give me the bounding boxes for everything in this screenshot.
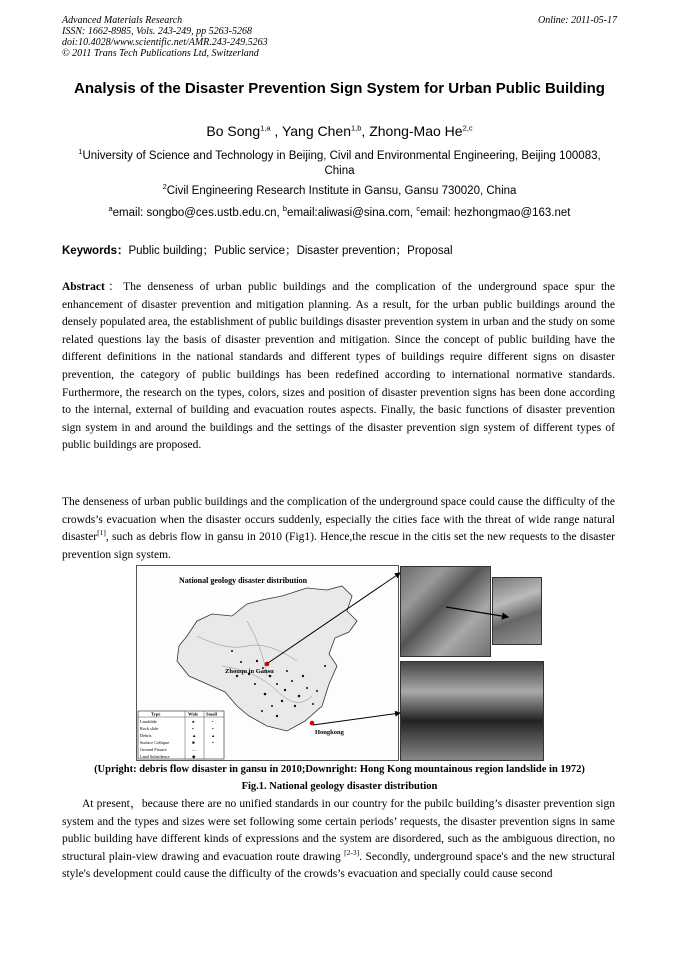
legend-small: ▴	[212, 733, 215, 738]
abstract-label: Abstract	[62, 281, 105, 293]
legend-wide: ◆	[192, 754, 196, 759]
body-text-1: At present，because there are no unified standards in our country for the pubilc building’s disaster prevention sign system and the types and sizes were set following some certain periods’ requests, the disaster prevention signs in same public building have different kinds of expressions and the system are disordered, such as the ambiguous direction, no structural plain-view drawing and evacuation route drawing	[62, 798, 615, 863]
arrow-to-gansu-photo	[268, 573, 400, 663]
legend-wide: —	[192, 747, 197, 752]
abstract	[62, 279, 615, 455]
affiliation-text: Civil Engineering Research Institute in Gansu, Gansu 730020, China	[166, 185, 517, 197]
legend-type: Ground Fissure	[140, 747, 167, 752]
author-sup: 1,a	[260, 123, 271, 133]
body-text-2: . Secondly, underground space's and the new structural style's development could cause the difficulty of the crowds’s evacuation and specially could cause second	[62, 850, 616, 881]
citation-ref[interactable]: [2-3]	[344, 847, 360, 857]
abstract-text: The denseness of urban public buildings and the complication of the underground space spur the enhancement of disaster prevention and mitigation planning. As a result, for the urban public buildings around the densely populated area, the establishment of public buildings disaster prevention system in urban and the study on some related questions lay the basis of disaster prevention and mitigation. Since the concept of public building have the different definitions in the national standards and different types of buildings require different signs on disaster prevention, the category of public buildings has been redefined according to international normative standards. Furthermore, the research on the types, colors, sizes and position of disaster prevention signs has been done according to the internal, external of building and evacuation routes aspects. Finally, the basic functions of disaster prevention sign system in and around the buildings and the settings of the disaster prevention sign system of different types of public buildings are proposed.	[62, 281, 615, 452]
intro-text-2: , such as debris flow in gansu in 2010 (Fig1). Hence,the rescue in the citis set the new requests to the disaster prevention sign system.	[62, 531, 615, 561]
author-sup: 2,c	[462, 123, 473, 133]
legend-type: Landslide	[140, 719, 157, 724]
legend-header-cell: Small	[206, 711, 218, 717]
journal-name: Advanced Materials Research	[62, 15, 183, 26]
author-separator: ,	[361, 123, 370, 139]
map-title: National geology disaster distribution	[179, 576, 308, 585]
affiliation-2	[62, 184, 617, 199]
keywords-text: Public building；Public service；Disaster prevention；Proposal	[128, 245, 453, 257]
email-c[interactable]: email: hezhongmao@163.net	[420, 207, 571, 219]
author-name: Zhong-Mao He	[369, 123, 463, 139]
intro-text-1: The denseness of urban public buildings and the complication of the underground space could cause the difficulty of the crowds’s evacuation when the disaster occurs suddenly, especially the cities face with the threat of wide range natural disaster	[62, 496, 615, 544]
author-sup: 1,b	[350, 123, 362, 133]
affiliation-sup: 1	[78, 147, 83, 157]
figure-subcaption: (Upright: debris flow disaster in gansu in 2010;Downright: Hong Kong mountainous region landslide in 1972)	[94, 764, 585, 775]
issn-line: ISSN: 1662-8985, Vols. 243-249, pp 5263-5268	[62, 26, 252, 37]
figure-arrows	[136, 565, 612, 761]
online-date: Online: 2011-05-17	[538, 15, 617, 26]
doi-line[interactable]: doi:10.4028/www.scientific.net/AMR.243-249.5263	[62, 37, 268, 48]
author-name: Yang Chen	[281, 123, 351, 139]
legend-wide: ●	[192, 719, 195, 724]
legend-type: Surface Collapse	[140, 740, 170, 745]
legend-wide: ▲	[192, 733, 197, 738]
email-sup: c	[416, 204, 421, 214]
email-line	[62, 206, 617, 221]
hongkong-label: Hongkong	[315, 729, 344, 736]
copyright-line: © 2011 Trans Tech Publications Ltd, Switzerland	[62, 48, 259, 59]
arrow-to-inset-photo	[446, 607, 508, 617]
legend-type: Debris	[140, 733, 152, 738]
legend-small: ▪	[212, 726, 214, 731]
email-sup: a	[108, 204, 113, 214]
legend-wide: ■	[192, 740, 195, 745]
legend-small: ▪	[212, 740, 214, 745]
citation-ref[interactable]: [1]	[97, 528, 106, 538]
legend-type: Land Subsidence	[140, 754, 170, 759]
keywords	[62, 242, 617, 258]
figure-1	[136, 565, 612, 761]
legend-small: •	[212, 719, 214, 724]
legend-wide: ▪	[192, 726, 194, 731]
intro-paragraph	[62, 494, 615, 564]
email-sup: b	[282, 204, 288, 214]
figure-caption: Fig.1. National geology disaster distribution	[241, 781, 438, 792]
running-header	[62, 15, 617, 59]
zhouqu-label: Zhouqu in Gansu	[225, 668, 274, 675]
legend-header-cell: Wide	[188, 711, 199, 717]
email-a[interactable]: email: songbo@ces.ustb.edu.cn,	[112, 207, 283, 219]
affiliation-sup: 2	[162, 182, 167, 192]
author-list	[62, 123, 617, 139]
email-b[interactable]: email:aliwasi@sina.com,	[287, 207, 417, 219]
body-paragraph	[62, 796, 615, 884]
legend-type: Rock slide	[140, 726, 159, 731]
arrow-to-hongkong-photo	[313, 713, 400, 725]
affiliation-1	[62, 149, 617, 179]
affiliation-text: University of Science and Technology in Beijing, Civil and Environmental Engineering, Beijing 100083, China	[82, 150, 601, 177]
abstract-colon: ：	[104, 281, 124, 293]
legend-header-cell: Type	[151, 711, 161, 717]
author-separator: ,	[270, 123, 282, 139]
paper-title: Analysis of the Disaster Prevention Sign System for Urban Public Building	[74, 80, 605, 97]
author-name: Bo Song	[206, 123, 261, 139]
keywords-label: Keywords：	[62, 245, 129, 257]
